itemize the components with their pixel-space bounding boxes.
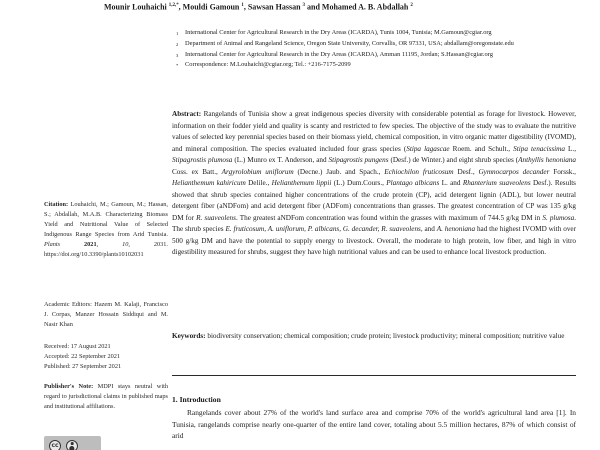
affiliation-text: International Center for Agricultural Research in the Dry Areas (ICARDA), Amman 11195, Jordan; S.Hassan@cgiar.org [185, 50, 493, 58]
cc-by-license-badge [44, 436, 101, 450]
section-divider [172, 375, 576, 376]
academic-editors-block: Academic Editors: Hazem M. Kalaji, Francisco J. Corpas, Manzer Hossain Siddiqui and M. Nasir Khan [44, 301, 168, 328]
affiliation-row [176, 28, 577, 39]
authors-line: Mounir Louhaichi $^{1,2,*}$, Mouldi Gamoun $^1$, Sawsan Hassan $^3$ and Mohamed A. B. Abdallah $^2$ [104, 2, 413, 12]
abstract-paragraph: Abstract: Rangelands of Tunisia show a great indigenous species diversity with considerable potential as forage for livestock. However, information on their fodder yield and quality is scanty and restricted to few species. The objective of the study was to evaluate the nutritive values of selected key perennial species based on their biomass yield, chemical composition, in vitro organic matter digestibility (IVOMD), and mineral composition. The species evaluated included four grass species (Stipa lagascae Roem. and Schult., Stipa tenacissima L., Stipagrostis plumosa (L.) Munro ex T. Anderson, and Stipagrostis pungens (Desf.) de Winter.) and eight shrub species (Anthyllis henoniana Coss. ex Batt., Argyrolobium uniflorum (Decne.) Jaub. and Spach., Echiochilon fruticosum Desf., Gymnocarpos decander Forssk., Helianthemum kahiricum Delile., Helianthemum lippii (L.) Dum.Cours., Plantago albicans L. and Rhanterium suaveolens Desf.). Results showed that shrub species contained higher concentrations of the crude protein (CP), acid detergent lignin (ADL), but lower neutral detergent fiber (aNDFom) and acid detergent fiber (ADFom) concentrations than grasses. The greatest concentration of CP was 135 g/kg DM for R. suaveolens. The greatest aNDFom concentration was found within the grasses with maximum of 744.5 g/kg DM in S. plumosa. The shrub species E. fruticosum, A. uniflorum, P. albicans, G. decander, R. suaveolens, and A. henoniana had the highest IVOMD with over 500 g/kg DM and have the potential to supply energy to livestock. Overall, the moderate to high protein, low fiber, and high in vitro digestibility measured for shrubs, suggest they have high nutritional values and can be used to enhance local livestock production. [172, 110, 577, 257]
affiliation-text: Correspondence: M.Louhaichi@cgiar.org; Tel.: +216-7175-2099 [185, 61, 351, 69]
affiliation-marker: 3 [176, 52, 179, 58]
affiliation-text: Department of Animal and Rangeland Science, Oregon State University, Corvallis, OR 97331, USA; abdallam@oregonstate.edu [185, 39, 514, 47]
affiliation-marker: * [176, 63, 179, 69]
introduction-paragraph: Rangelands cover about 27% of the world's land surface area and comprise 70% of the world's agricultural land area [1]. In Tunisia, rangelands comprise nearly one-quarter of the entire land cover, totaling about 5.5 million hectares, 87% of which consist of arid [172, 408, 576, 440]
affiliation-row [176, 39, 577, 50]
history-dates-block [44, 342, 168, 372]
publishers-note-block: Publisher's Note: MDPI stays neutral with regard to jurisdictional claims in published maps and institutional affiliations. [44, 383, 168, 410]
keywords-paragraph: Keywords: biodiversity conservation; chemical composition; crude protein; livestock productivity; mineral composition; nutritive value [172, 332, 565, 340]
attribution-person-icon [66, 440, 78, 450]
accepted-date: Accepted: 22 September 2021 [44, 353, 121, 360]
citation-block: Citation: Louhaichi, M.; Gamoun, M.; Hassan, S.; Abdallah, M.A.B. Characterizing Biomass Yield and Nutritional Value of Selected Indigenous Range Species from Arid Tunisia. Plants 2021, 10, 2031. https://doi.org/10.3390/plants10102031 [44, 201, 168, 258]
cc-icon: cc [49, 440, 61, 450]
affiliation-text: International Center for Agricultural Research in the Dry Areas (ICARDA), Tunis 1004, Tunisia; M.Gamoun@cgiar.org [185, 29, 492, 36]
affiliation-marker: 1 [176, 31, 179, 36]
published-date: Published: 27 September 2021 [44, 363, 122, 370]
introduction-heading: 1. Introduction [172, 395, 221, 404]
affiliation-list [176, 28, 577, 71]
affiliation-row [176, 50, 577, 61]
affiliation-marker: 2 [176, 41, 179, 47]
received-date: Received: 17 August 2021 [44, 343, 111, 350]
affiliation-row-correspondence [176, 60, 577, 71]
